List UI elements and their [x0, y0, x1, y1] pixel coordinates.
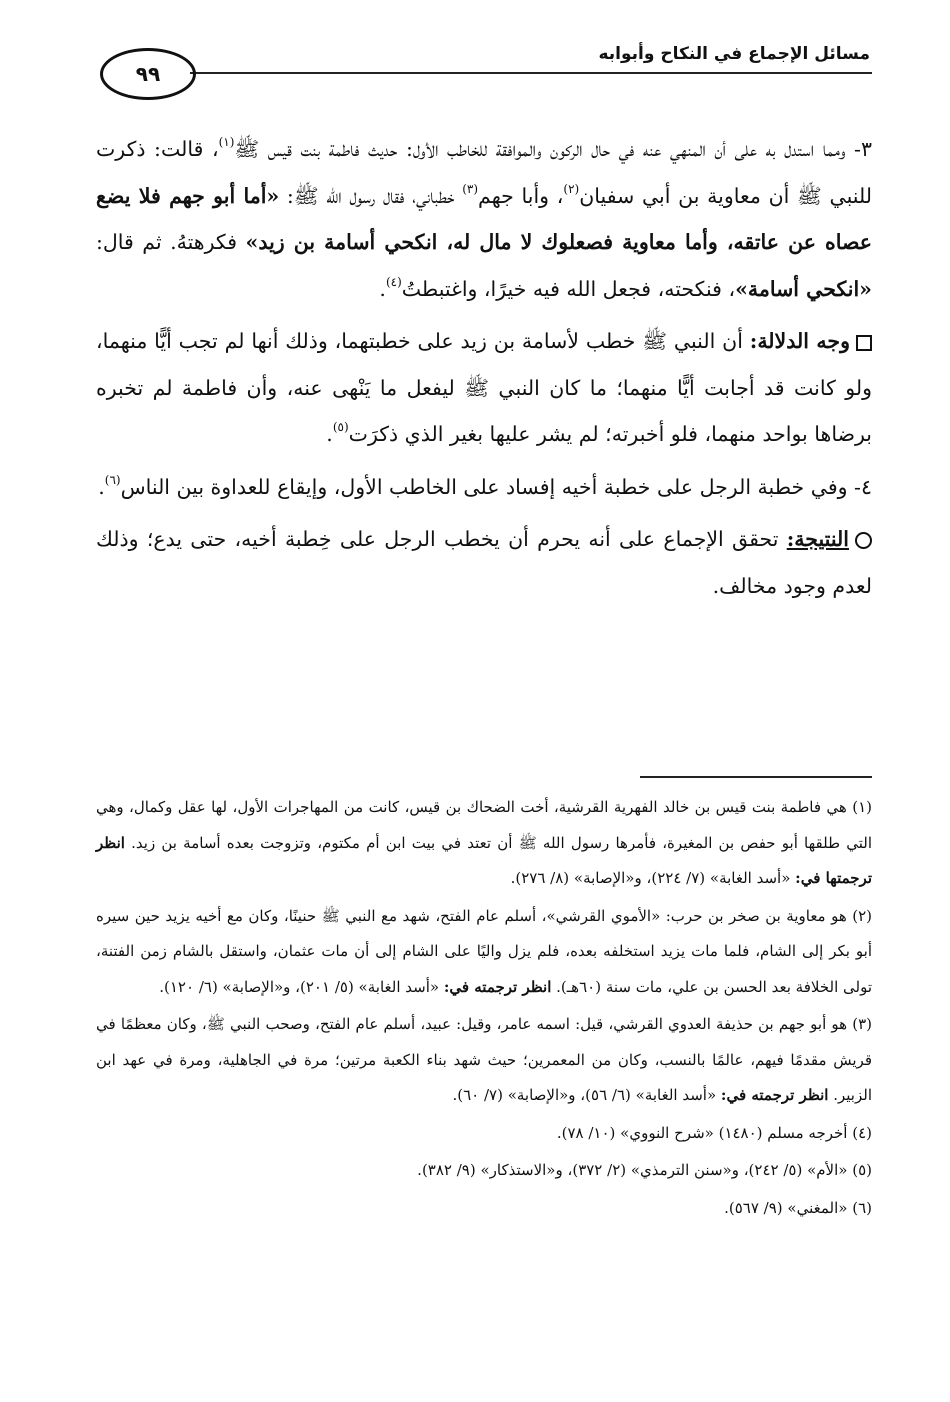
- text-run: (١) هي فاطمة بنت قيس بن خالد الفهرية القرشية، أخت الضحاك بن قيس، كانت من المهاجرات الأول، لها عقل وكمال، وهي التي طلقها أبو حفص بن المغيرة، فأمرها رسول الله ﷺ أن تعتد في بيت ابن أم مكتوم، وتزوجت بعده أسامة بن زيد.: [96, 798, 872, 852]
- footnote-ref: (٣): [462, 181, 479, 196]
- paragraph-result: [96, 516, 872, 609]
- square-bullet-icon: [856, 335, 872, 351]
- circle-bullet-icon: [855, 532, 872, 549]
- text-run: ، وأبا جهم: [478, 183, 564, 208]
- reference-label: انظر ترجمتها في:: [96, 833, 872, 887]
- footnote-ref: (١): [218, 135, 235, 149]
- text-run: .: [98, 474, 105, 499]
- footnote-separator: [640, 776, 872, 778]
- text-run: (٣) هو أبو جهم بن حذيفة العدوي القرشي، قيل: اسمه عامر، وقيل: عبيد، أسلم عام الفتح، وصحب النبي ﷺ، وكان معظمًا في قريش مقدمًا فيهم، عالمًا بالنسب، وكان من المعمرين؛ حيث شهد بناء الكعبة مرتين؛ مرة في الجاهلية، ومرة في عهد ابن الزبير.: [96, 1015, 872, 1104]
- footnote-2: [96, 899, 872, 1006]
- hadith-quote: «أما أبو جهم فلا يضع عصاه عن عاتقه، وأما معاوية فصعلوك لا مال له، انكحي أسامة بن زيد»: [96, 183, 873, 254]
- text-run: خطباني، فقال رسول الله ﷺ:: [279, 183, 463, 208]
- text-run: .: [379, 276, 386, 301]
- page-number: ٩٩: [135, 62, 161, 86]
- footnote-ref: (٤): [385, 274, 402, 289]
- text-run: (٢) هو معاوية بن صخر بن حرب: «الأموي القرشي»، أسلم عام الفتح، شهد مع النبي ﷺ حنينًا، وكان مع أخيه يزيد حين سيره أبو بكر إلى الشام، فلما مات يزيد استخلفه بعده، فلم يزل واليًا على الشام إلى أن مات عثمان، واستقل بالشام زمن الفتنة، تولى الخلافة بعد الحسن بن علي، مات سنة (٦٠هـ).: [96, 906, 872, 996]
- footnote-ref: (٢): [563, 181, 580, 196]
- footnote-ref: (٦): [104, 472, 121, 487]
- section-label: وجه الدلالة:: [749, 329, 850, 353]
- footnote-4: (٤) أخرجه مسلم (١٤٨٠) «شرح النووي» (١٠/ ٧٨).: [556, 1123, 872, 1142]
- text-run: «أسد الغابة» (٧/ ٢٢٤)، و«الإصابة» (٨/ ٢٧٦).: [510, 869, 796, 887]
- text-run: «أسد الغابة» (٦/ ٥٦)، و«الإصابة» (٧/ ٦٠).: [452, 1086, 721, 1104]
- paragraph-evidence-3: [96, 126, 872, 312]
- page-number-oval: [100, 48, 196, 100]
- header-rule: [190, 72, 872, 74]
- hadith-quote: «انكحي أسامة»: [735, 276, 872, 301]
- text-run: تحقق الإجماع على أنه يحرم أن يخطب الرجل على خِطبة أخيه، حتى يدع؛ وذلك لعدم وجود مخالف.: [96, 527, 872, 598]
- text-run: ٤- وفي خطبة الرجل على خطبة أخيه إفساد على الخاطب الأول، وإيقاع للعداوة بين الناس: [120, 474, 872, 499]
- footnote-6: (٦) «المغني» (٩/ ٥٦٧).: [724, 1198, 872, 1217]
- text-run: ، فنكحته، فجعل الله فيه خيرًا، واغتبطتُ: [401, 276, 736, 301]
- paragraph-evidence-4: [96, 464, 872, 511]
- text-run: «أسد الغابة» (٥/ ٢٠١)، و«الإصابة» (٦/ ١٢٠).: [159, 977, 444, 996]
- text-run: ٣- ومما استدل به على أن المنهي عنه في حال الركون والموافقة للخاطب الأول: حديث فاطمة بنت قيس ﷺ: [234, 137, 872, 161]
- footnote-5: (٥) «الأم» (٥/ ٢٤٢)، و«سنن الترمذي» (٢/ ٣٧٢)، و«الاستذكار» (٩/ ٣٨٢).: [417, 1161, 872, 1179]
- footnote-ref: (٥): [332, 420, 349, 434]
- text-run: .: [326, 422, 333, 446]
- section-label: النتيجة:: [786, 527, 849, 551]
- reference-label: انظر ترجمته في:: [443, 977, 552, 996]
- paragraph-evidence-aspect: [96, 318, 872, 458]
- footnote-3: [96, 1007, 872, 1114]
- text-run: أن النبي ﷺ خطب لأسامة بن زيد على خطبتهما، وذلك أنها لم تجب أيًّا منهما، ولو كانت قد أجابت أيًّا منهما؛ ما كان النبي ﷺ ليفعل ما يَنْهى عنه، وأن فاطمة لم تخبره برضاها بواحد منهما، فلو أخبرته؛ لم يشر عليها بغير الذي ذكرَت: [96, 329, 872, 446]
- main-text: [96, 126, 872, 615]
- text-run: فكرهتهُ. ثم قال:: [96, 230, 246, 254]
- footnote-1: [96, 790, 872, 897]
- running-header-title: مسائل الإجماع في النكاح وأبوابه: [598, 44, 870, 64]
- reference-label: انظر ترجمته في:: [720, 1086, 829, 1104]
- footnotes: [96, 790, 872, 1228]
- text-run: ، قالت: ذكرت للنبي ﷺ أن معاوية بن أبي سفيان: [96, 137, 872, 208]
